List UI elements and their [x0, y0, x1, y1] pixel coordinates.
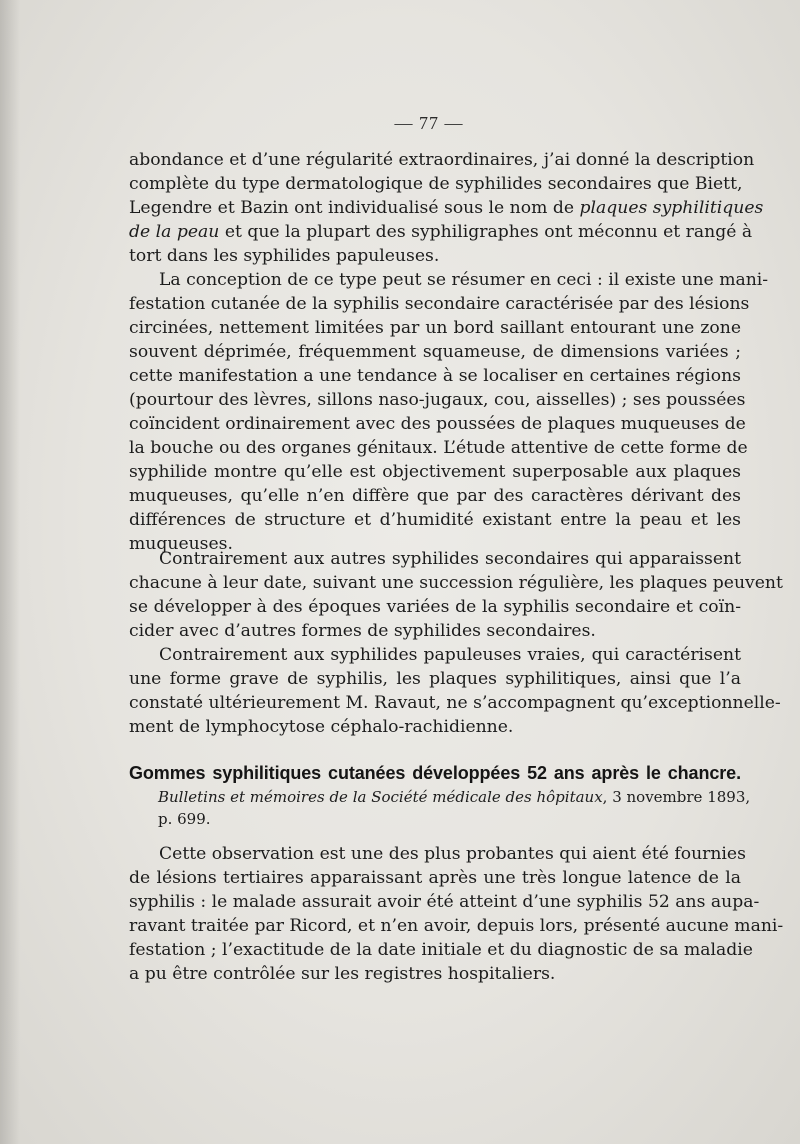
page-edge-shadow: [0, 0, 20, 1144]
text-line: ravant traitée par Ricord, et n’en avoir, depuis lors, présenté aucune mani-: [129, 916, 784, 936]
text-line: [129, 220, 753, 244]
text-run: Legendre et Bazin ont individualisé sous le nom de: [129, 198, 575, 218]
text-line: abondance et d’une régularité extraordinaires, j’ai donné la description: [129, 150, 755, 170]
text-line: circinées, nettement limitées par un bord saillant entourant une zone: [129, 318, 741, 338]
paragraph-4: [129, 643, 781, 739]
text-line: muqueuses, qu’elle n’en diffère que par des caractères dérivant des: [129, 486, 741, 506]
italic-term: plaques syphilitiques: [579, 198, 764, 218]
text-line: constaté ultérieurement M. Ravaut, ne s’accompagnent qu’exceptionnelle-: [129, 693, 781, 713]
paragraph-1: [129, 148, 764, 268]
text-line: différences de structure et d’humidité existant entre la peau et les: [129, 510, 741, 530]
text-line: muqueuses.: [129, 534, 233, 554]
paragraph-2: [129, 268, 769, 556]
page-number: — 77 —: [394, 113, 464, 133]
text-line: coïncident ordinairement avec des poussées de plaques muqueuses de: [129, 414, 746, 434]
text-line: [129, 196, 764, 220]
section-heading: Gommes syphilitiques cutanées développées 52 ans après le chancre.: [129, 763, 741, 783]
text-line: cette manifestation a une tendance à se localiser en certaines régions: [129, 366, 741, 386]
text-line: festation cutanée de la syphilis secondaire caractérisée par des lésions: [129, 294, 750, 314]
text-line: a pu être contrôlée sur les registres hospitaliers.: [129, 964, 556, 984]
text-line: tort dans les syphilides papuleuses.: [129, 246, 440, 266]
reference-date: , 3 novembre 1893,: [602, 788, 751, 806]
text-line: cider avec d’autres formes de syphilides secondaires.: [129, 621, 596, 641]
text-line: complète du type dermatologique de syphilides secondaires que Biett,: [129, 174, 743, 194]
italic-term: de la peau: [129, 222, 220, 242]
text-run: et que la plupart des syphiligraphes ont méconnu et rangé à: [224, 222, 753, 242]
text-line: souvent déprimée, fréquemment squameuse, de dimensions variées ;: [129, 342, 741, 362]
text-line: (pourtour des lèvres, sillons naso-jugaux, cou, aisselles) ; ses poussées: [129, 390, 746, 410]
text-line: syphilide montre qu’elle est objectivement superposable aux plaques: [129, 462, 741, 482]
text-line: de lésions tertiaires apparaissant après une très longue latence de la: [129, 868, 741, 888]
text-line: Contrairement aux autres syphilides secondaires qui apparaissent: [159, 549, 741, 569]
text-line: une forme grave de syphilis, les plaques syphilitiques, ainsi que l’a: [129, 669, 741, 689]
text-line: Contrairement aux syphilides papuleuses vraies, qui caractérisent: [159, 645, 741, 665]
text-line: se développer à des époques variées de la syphilis secondaire et coïn-: [129, 597, 741, 617]
text-line: La conception de ce type peut se résumer en ceci : il existe une mani-: [159, 270, 769, 290]
reference-pages: p. 699.: [158, 810, 211, 828]
text-line: chacune à leur date, suivant une succession régulière, les plaques peuvent: [129, 573, 783, 593]
text-line: Cette observation est une des plus probantes qui aient été fournies: [159, 844, 746, 864]
paragraph-5: [129, 842, 784, 986]
bibliographic-reference: [158, 786, 751, 830]
paragraph-3: [129, 547, 783, 643]
text-line: ment de lymphocytose céphalo-rachidienne.: [129, 717, 514, 737]
text-line: festation ; l’exactitude de la date initiale et du diagnostic de sa maladie: [129, 940, 753, 960]
reference-journal: Bulletins et mémoires de la Société médicale des hôpitaux: [158, 788, 603, 806]
reference-line: [158, 786, 751, 808]
text-line: syphilis : le malade assurait avoir été atteint d’une syphilis 52 ans aupa-: [129, 892, 760, 912]
text-line: la bouche ou des organes génitaux. L’étude attentive de cette forme de: [129, 438, 748, 458]
